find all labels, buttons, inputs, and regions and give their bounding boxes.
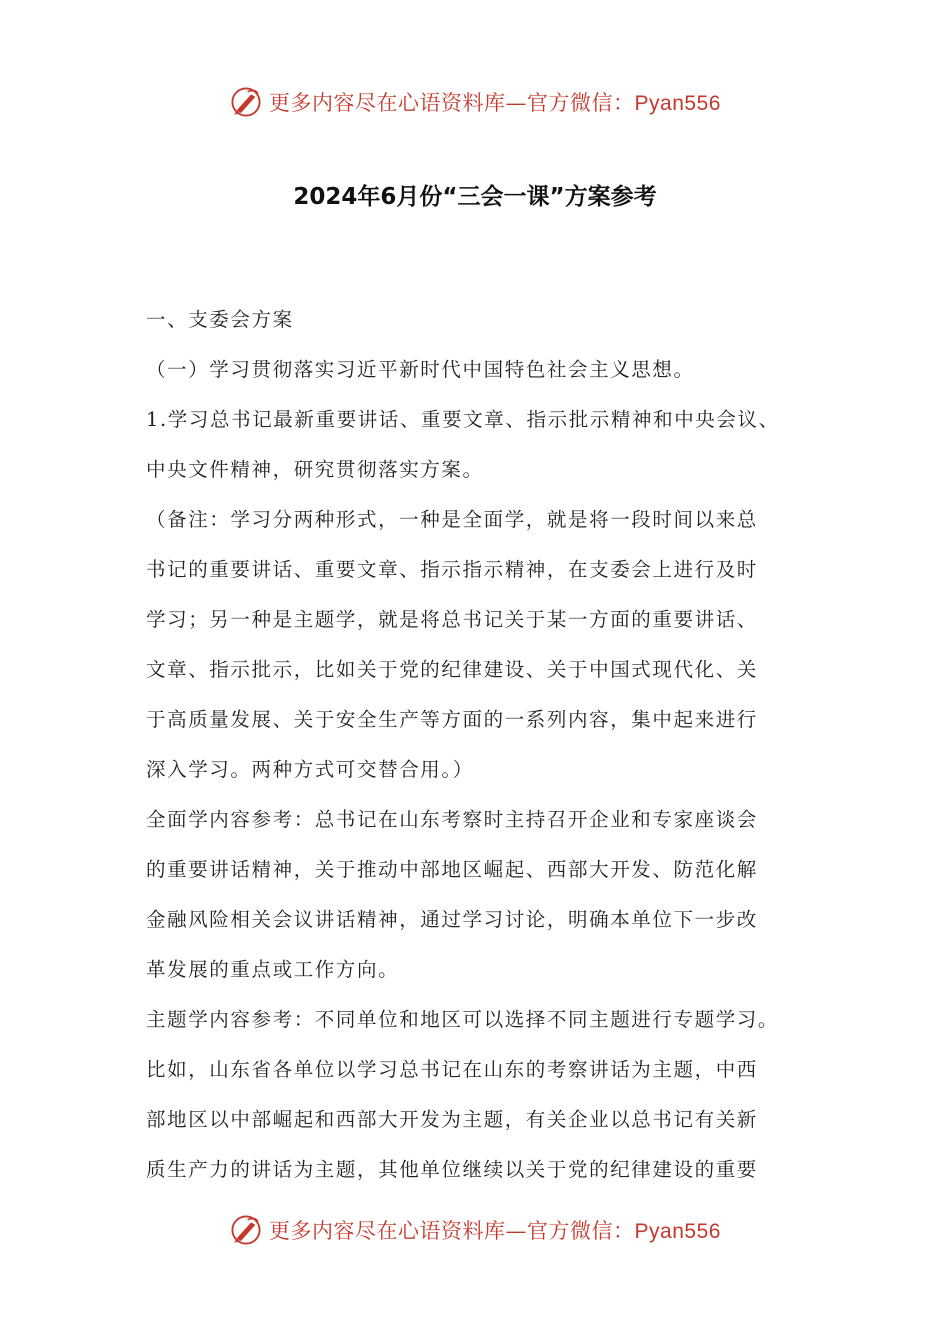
text-line: 全面学内容参考：总书记在山东考察时主持召开企业和专家座谈会	[146, 808, 758, 831]
text-line: 一、支委会方案	[146, 308, 294, 331]
text-line: （备注：学习分两种形式，一种是全面学，就是将一段时间以来总	[146, 508, 758, 531]
pen-logo-icon	[229, 85, 263, 119]
text-line: （一）学习贯彻落实习近平新时代中国特色社会主义思想。	[146, 358, 695, 381]
watermark-wechat-id: Pyan556	[634, 92, 721, 115]
text-line: 主题学内容参考：不同单位和地区可以选择不同主题进行专题学习。	[146, 1008, 780, 1031]
text-line: 文章、指示批示，比如关于党的纪律建设、关于中国式现代化、关	[146, 658, 758, 681]
document-title: 2024年6月份“三会一课”方案参考	[293, 184, 657, 210]
text-line: 的重要讲话精神，关于推动中部地区崛起、西部大开发、防范化解	[146, 858, 758, 881]
text-line: 质生产力的讲话为主题，其他单位继续以关于党的纪律建设的重要	[146, 1158, 758, 1181]
watermark-footer	[0, 1208, 950, 1252]
text-line: 比如，山东省各单位以学习总书记在山东的考察讲话为主题，中西	[146, 1058, 758, 1081]
watermark-wechat-id: Pyan556	[634, 1220, 721, 1243]
text-line: 书记的重要讲话、重要文章、指示指示精神，在支委会上进行及时	[146, 558, 758, 581]
text-line: 革发展的重点或工作方向。	[146, 958, 400, 981]
document-body	[146, 300, 826, 1200]
pen-logo-icon	[229, 1213, 263, 1247]
text-line: 金融风险相关会议讲话精神，通过学习讨论，明确本单位下一步改	[146, 908, 758, 931]
text-line: 中央文件精神，研究贯彻落实方案。	[146, 458, 484, 481]
text-line: 学习；另一种是主题学，就是将总书记关于某一方面的重要讲话、	[146, 608, 758, 631]
watermark-header	[0, 80, 950, 124]
text-line: 于高质量发展、关于安全生产等方面的一系列内容，集中起来进行	[146, 708, 758, 731]
text-line: 1.学习总书记最新重要讲话、重要文章、指示批示精神和中央会议、	[146, 408, 780, 431]
watermark-text: 更多内容尽在心语资料库—官方微信：Pyan556	[269, 91, 721, 115]
text-line: 深入学习。两种方式可交替合用。）	[146, 758, 474, 781]
text-line: 部地区以中部崛起和西部大开发为主题，有关企业以总书记有关新	[146, 1108, 758, 1131]
watermark-text: 更多内容尽在心语资料库—官方微信：Pyan556	[269, 1219, 721, 1243]
